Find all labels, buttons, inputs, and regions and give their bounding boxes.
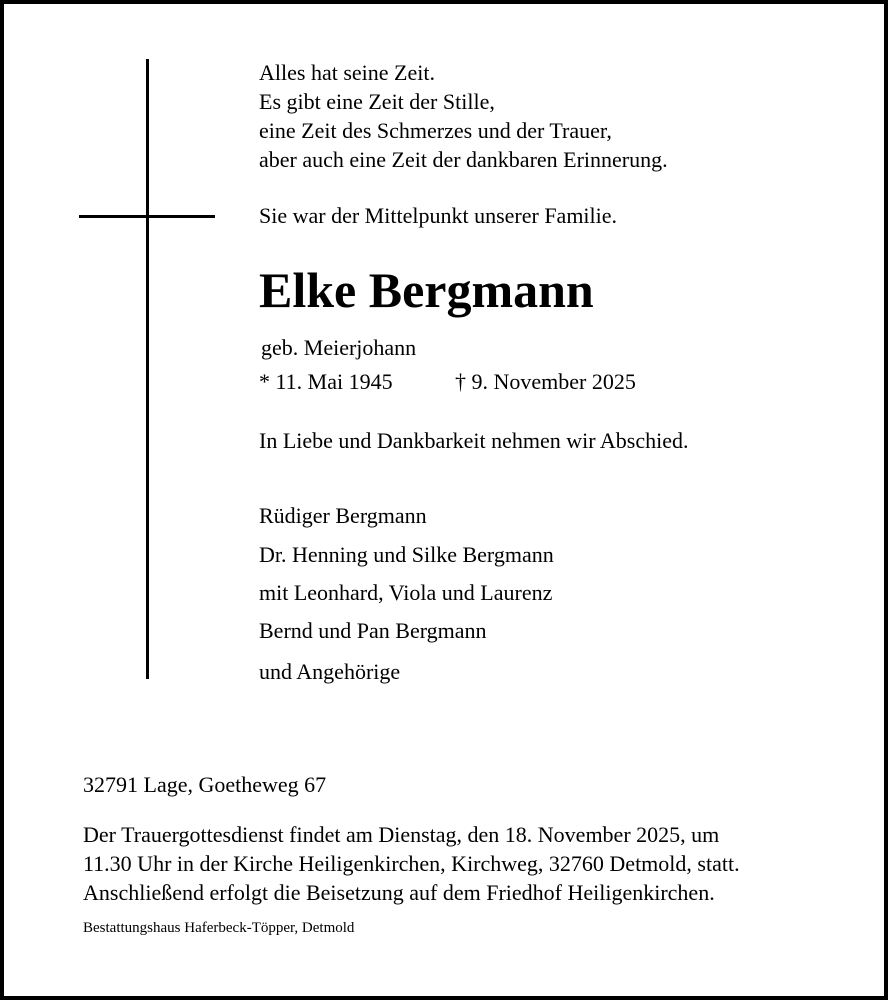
- birth-date: * 11. Mai 1945: [259, 369, 393, 394]
- deceased-name: Elke Bergmann: [259, 262, 594, 318]
- funeral-home: Bestattungshaus Haferbeck-Töpper, Detmold: [83, 920, 355, 936]
- cross-horizontal-bar: [79, 215, 215, 218]
- service-line-2: 11.30 Uhr in der Kirche Heiligenkirchen, Kirchweg, 32760 Detmold, statt.: [83, 851, 740, 876]
- farewell-text: In Liebe und Dankbarkeit nehmen wir Abschied.: [259, 428, 689, 453]
- verse-line-3: eine Zeit des Schmerzes und der Trauer,: [259, 118, 612, 143]
- maiden-name: geb. Meierjohann: [261, 335, 417, 360]
- verse-line-1: Alles hat seine Zeit.: [259, 60, 435, 85]
- address: 32791 Lage, Goetheweg 67: [83, 772, 327, 797]
- mourner-line-3: mit Leonhard, Viola und Laurenz: [259, 580, 553, 605]
- mourner-line-4: Bernd und Pan Bergmann: [259, 618, 487, 643]
- tagline: Sie war der Mittelpunkt unserer Familie.: [259, 203, 618, 228]
- service-line-1: Der Trauergottesdienst findet am Dienstag, den 18. November 2025, um: [83, 822, 720, 847]
- cross-vertical-bar: [146, 59, 149, 679]
- mourner-line-5: und Angehörige: [259, 659, 401, 684]
- service-line-3: Anschließend erfolgt die Beisetzung auf dem Friedhof Heiligenkirchen.: [83, 880, 715, 905]
- verse-line-4: aber auch eine Zeit der dankbaren Erinnerung.: [259, 147, 668, 172]
- death-date: † 9. November 2025: [455, 369, 636, 394]
- verse-line-2: Es gibt eine Zeit der Stille,: [259, 89, 495, 114]
- mourner-line-1: Rüdiger Bergmann: [259, 503, 427, 528]
- mourner-line-2: Dr. Henning und Silke Bergmann: [259, 542, 554, 567]
